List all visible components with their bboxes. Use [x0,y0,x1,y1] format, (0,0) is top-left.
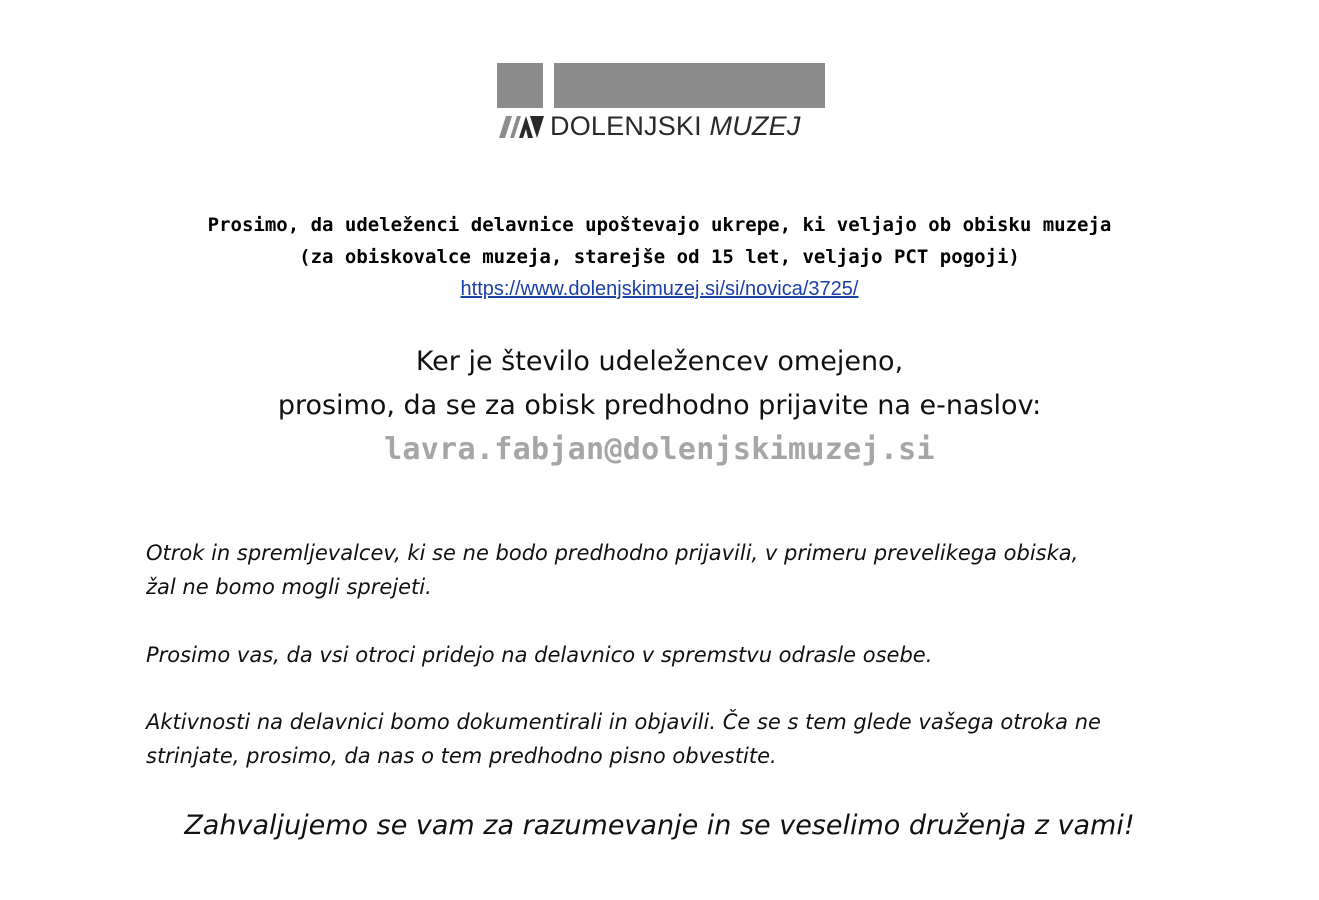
paragraph-3-line-2: strinjate, prosimo, da nas o tem predhodno pisno obvestite. [146,744,777,768]
paragraph-documentation [146,705,1186,773]
logo-name-regular: DOLENJSKI [550,111,702,141]
register-line-2: prosimo, da se za obisk predhodno prijavite na e-naslov: [277,390,1042,421]
logo-wordmark [550,111,801,141]
paragraph-unregistered [146,536,1186,604]
notice-link[interactable]: https://www.dolenjskimuzej.si/si/novica/3725/ [460,278,859,300]
paragraph-3-line-1: Aktivnosti na delavnici bomo dokumentirali in objavili. Če se s tem glede vašega otroka ne [146,710,1101,734]
register-line-1: Ker je število udeležencev omejeno, [415,346,904,377]
notice-line-2: (za obiskovalce muzeja, starejše od 15 let, veljajo PCT pogoji) [299,246,1020,268]
logo-block-left [497,63,543,108]
paragraph-accompaniment [146,638,1186,672]
logo-mark-icon [497,114,545,140]
logo-name-italic: MUZEJ [709,111,801,141]
contact-email[interactable]: lavra.fabjan@dolenjskimuzej.si [384,432,935,467]
notice-line-1: Prosimo, da udeleženci delavnice upoštevajo ukrepe, ki veljajo ob obisku muzeja [207,214,1112,236]
paragraph-1-line-2: žal ne bomo mogli sprejeti. [146,575,432,599]
museum-logo [497,63,827,143]
registration-notice [0,340,1319,472]
logo-block-right [554,63,825,108]
paragraph-2-line-1: Prosimo vas, da vsi otroci pridejo na delavnico v spremstvu odrasle osebe. [146,643,933,667]
paragraph-1-line-1: Otrok in spremljevalcev, ki se ne bodo predhodno prijavili, v primeru prevelikega obiska, [146,541,1079,565]
thank-you-message: Zahvaljujemo se vam za razumevanje in se veselimo druženja z vami! [184,810,1135,841]
visit-rules-notice [0,209,1319,305]
